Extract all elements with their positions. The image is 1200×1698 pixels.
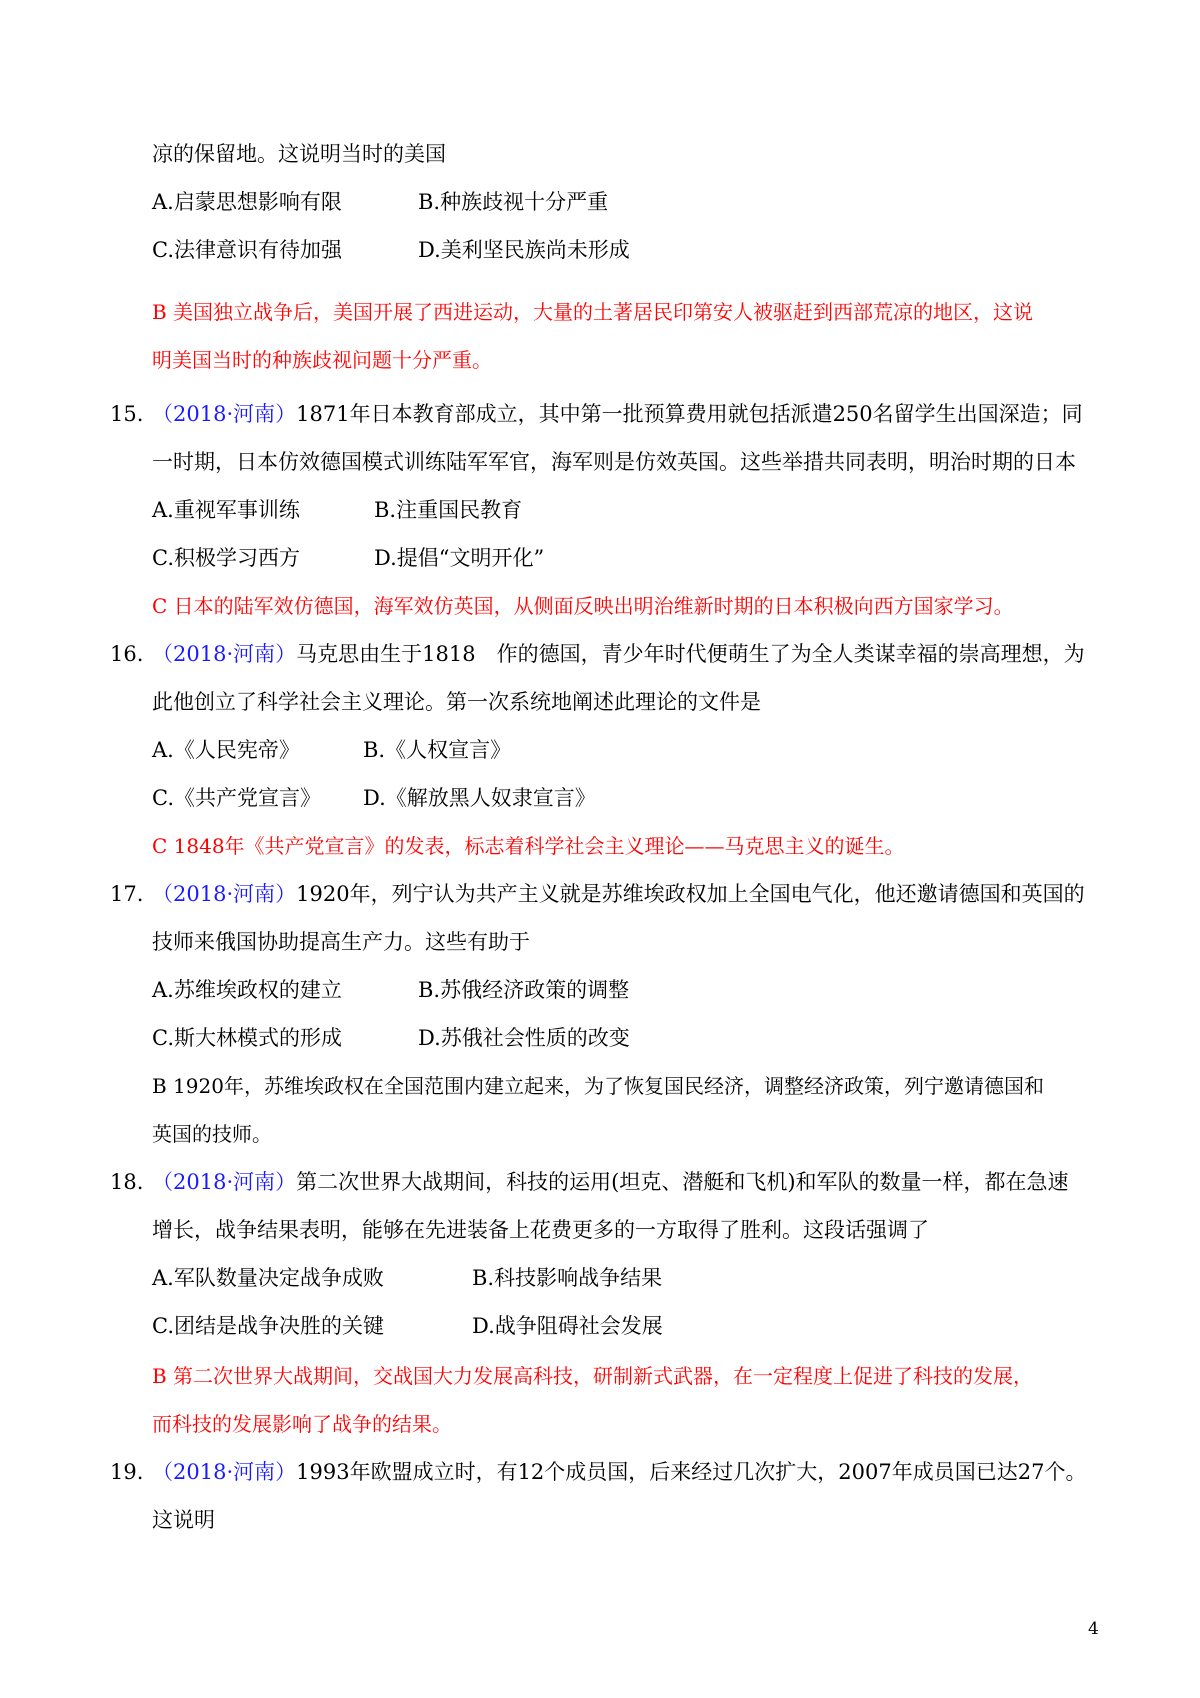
q18-stem-text1: 第二次世界大战期间，科技的运用(坦克、潜艇和飞机)和军队的数量一样，都在急速 [296,1170,1069,1194]
q17-stem-line1 [152,880,1085,908]
q18-answer-line2: 而科技的发展影响了战争的结果。 [152,1412,452,1436]
q18-option-b: B.科技影响战争结果 [472,1266,663,1290]
q14-option-b: B.种族歧视十分严重 [418,190,609,214]
q17-option-d: D.苏俄社会性质的改变 [418,1026,630,1050]
q14-option-d: D.美利坚民族尚未形成 [418,238,630,262]
q15-number: 15. [110,402,144,426]
q15-stem-text1: 1871年日本教育部成立，其中第一批预算费用就包括派遣250名留学生出国深造；同 [296,402,1083,426]
q17-number: 17. [110,882,144,906]
q15-source: （2018·河南） [152,402,297,426]
q17-answer-line1: B 1920年，苏维埃政权在全国范围内建立起来，为了恢复国民经济，调整经济政策，列宁邀请德国和 [152,1074,1044,1098]
q16-option-c: C.《共产党宣言》 [152,786,321,810]
q18-source: （2018·河南） [152,1170,297,1194]
q15-stem-line2: 一时期，日本仿效德国模式训练陆军军官，海军则是仿效英国。这些举措共同表明，明治时期的日本 [152,450,1076,474]
q16-option-d: D.《解放黑人奴隶宣言》 [363,786,596,810]
q16-source: （2018·河南） [152,642,297,666]
q18-option-d: D.战争阻碍社会发展 [472,1314,663,1338]
q18-stem-line1 [152,1168,1069,1196]
q17-source: （2018·河南） [152,882,297,906]
q18-option-c: C.团结是战争决胜的关键 [152,1314,384,1338]
q16-stem-text1: 马克思由生于1818 作的德国，青少年时代便萌生了为全人类谋幸福的崇高理想，为 [296,642,1085,666]
q15-option-a: A.重视军事训练 [152,498,300,522]
q17-stem-line2: 技师来俄国协助提高生产力。这些有助于 [152,930,530,954]
q17-option-b: B.苏俄经济政策的调整 [418,978,630,1002]
q14-option-c: C.法律意识有待加强 [152,238,342,262]
q17-answer-line2: 英国的技师。 [152,1122,272,1146]
q18-number: 18. [110,1170,144,1194]
q15-stem-line1 [152,400,1083,428]
page-number: 4 [1088,1619,1099,1639]
q16-stem-line1 [152,640,1085,668]
q17-option-a: A.苏维埃政权的建立 [152,978,342,1002]
q19-stem-line1 [152,1458,1086,1486]
q19-stem-line2: 这说明 [152,1508,215,1532]
q15-option-b: B.注重国民教育 [374,498,523,522]
q16-option-a: A.《人民宪帝》 [152,738,300,762]
q18-stem-line2: 增长，战争结果表明，能够在先进装备上花费更多的一方取得了胜利。这段话强调了 [152,1218,929,1242]
q18-answer-line1: B 第二次世界大战期间，交战国大力发展高科技，研制新式武器，在一定程度上促进了科技的发展， [152,1364,1034,1388]
q17-option-c: C.斯大林模式的形成 [152,1026,342,1050]
q14-answer-line1: B 美国独立战争后，美国开展了西进运动，大量的土著居民印第安人被驱赶到西部荒凉的地区，这说 [152,300,1034,324]
q14-stem-tail: 凉的保留地。这说明当时的美国 [152,142,446,166]
q16-number: 16. [110,642,144,666]
q18-option-a: A.军队数量决定战争成败 [152,1266,384,1290]
q19-stem-text1: 1993年欧盟成立时，有12个成员国，后来经过几次扩大，2007年成员国已达27个。 [296,1460,1087,1484]
q14-answer-line2: 明美国当时的种族歧视问题十分严重。 [152,348,492,372]
q16-answer: C 1848年《共产党宣言》的发表，标志着科学社会主义理论——马克思主义的诞生。 [152,834,905,858]
q16-stem-line2: 此他创立了科学社会主义理论。第一次系统地阐述此理论的文件是 [152,690,761,714]
q19-source: （2018·河南） [152,1460,297,1484]
q15-option-c: C.积极学习西方 [152,546,300,570]
q17-stem-text1: 1920年，列宁认为共产主义就是苏维埃政权加上全国电气化，他还邀请德国和英国的 [296,882,1085,906]
q15-option-d: D.提倡“文明开化” [374,546,545,570]
q15-answer: C 日本的陆军效仿德国，海军效仿英国，从侧面反映出明治维新时期的日本积极向西方国家学习。 [152,594,1014,618]
q16-option-b: B.《人权宣言》 [363,738,512,762]
q19-number: 19. [110,1460,144,1484]
q14-option-a: A.启蒙思想影响有限 [152,190,342,214]
